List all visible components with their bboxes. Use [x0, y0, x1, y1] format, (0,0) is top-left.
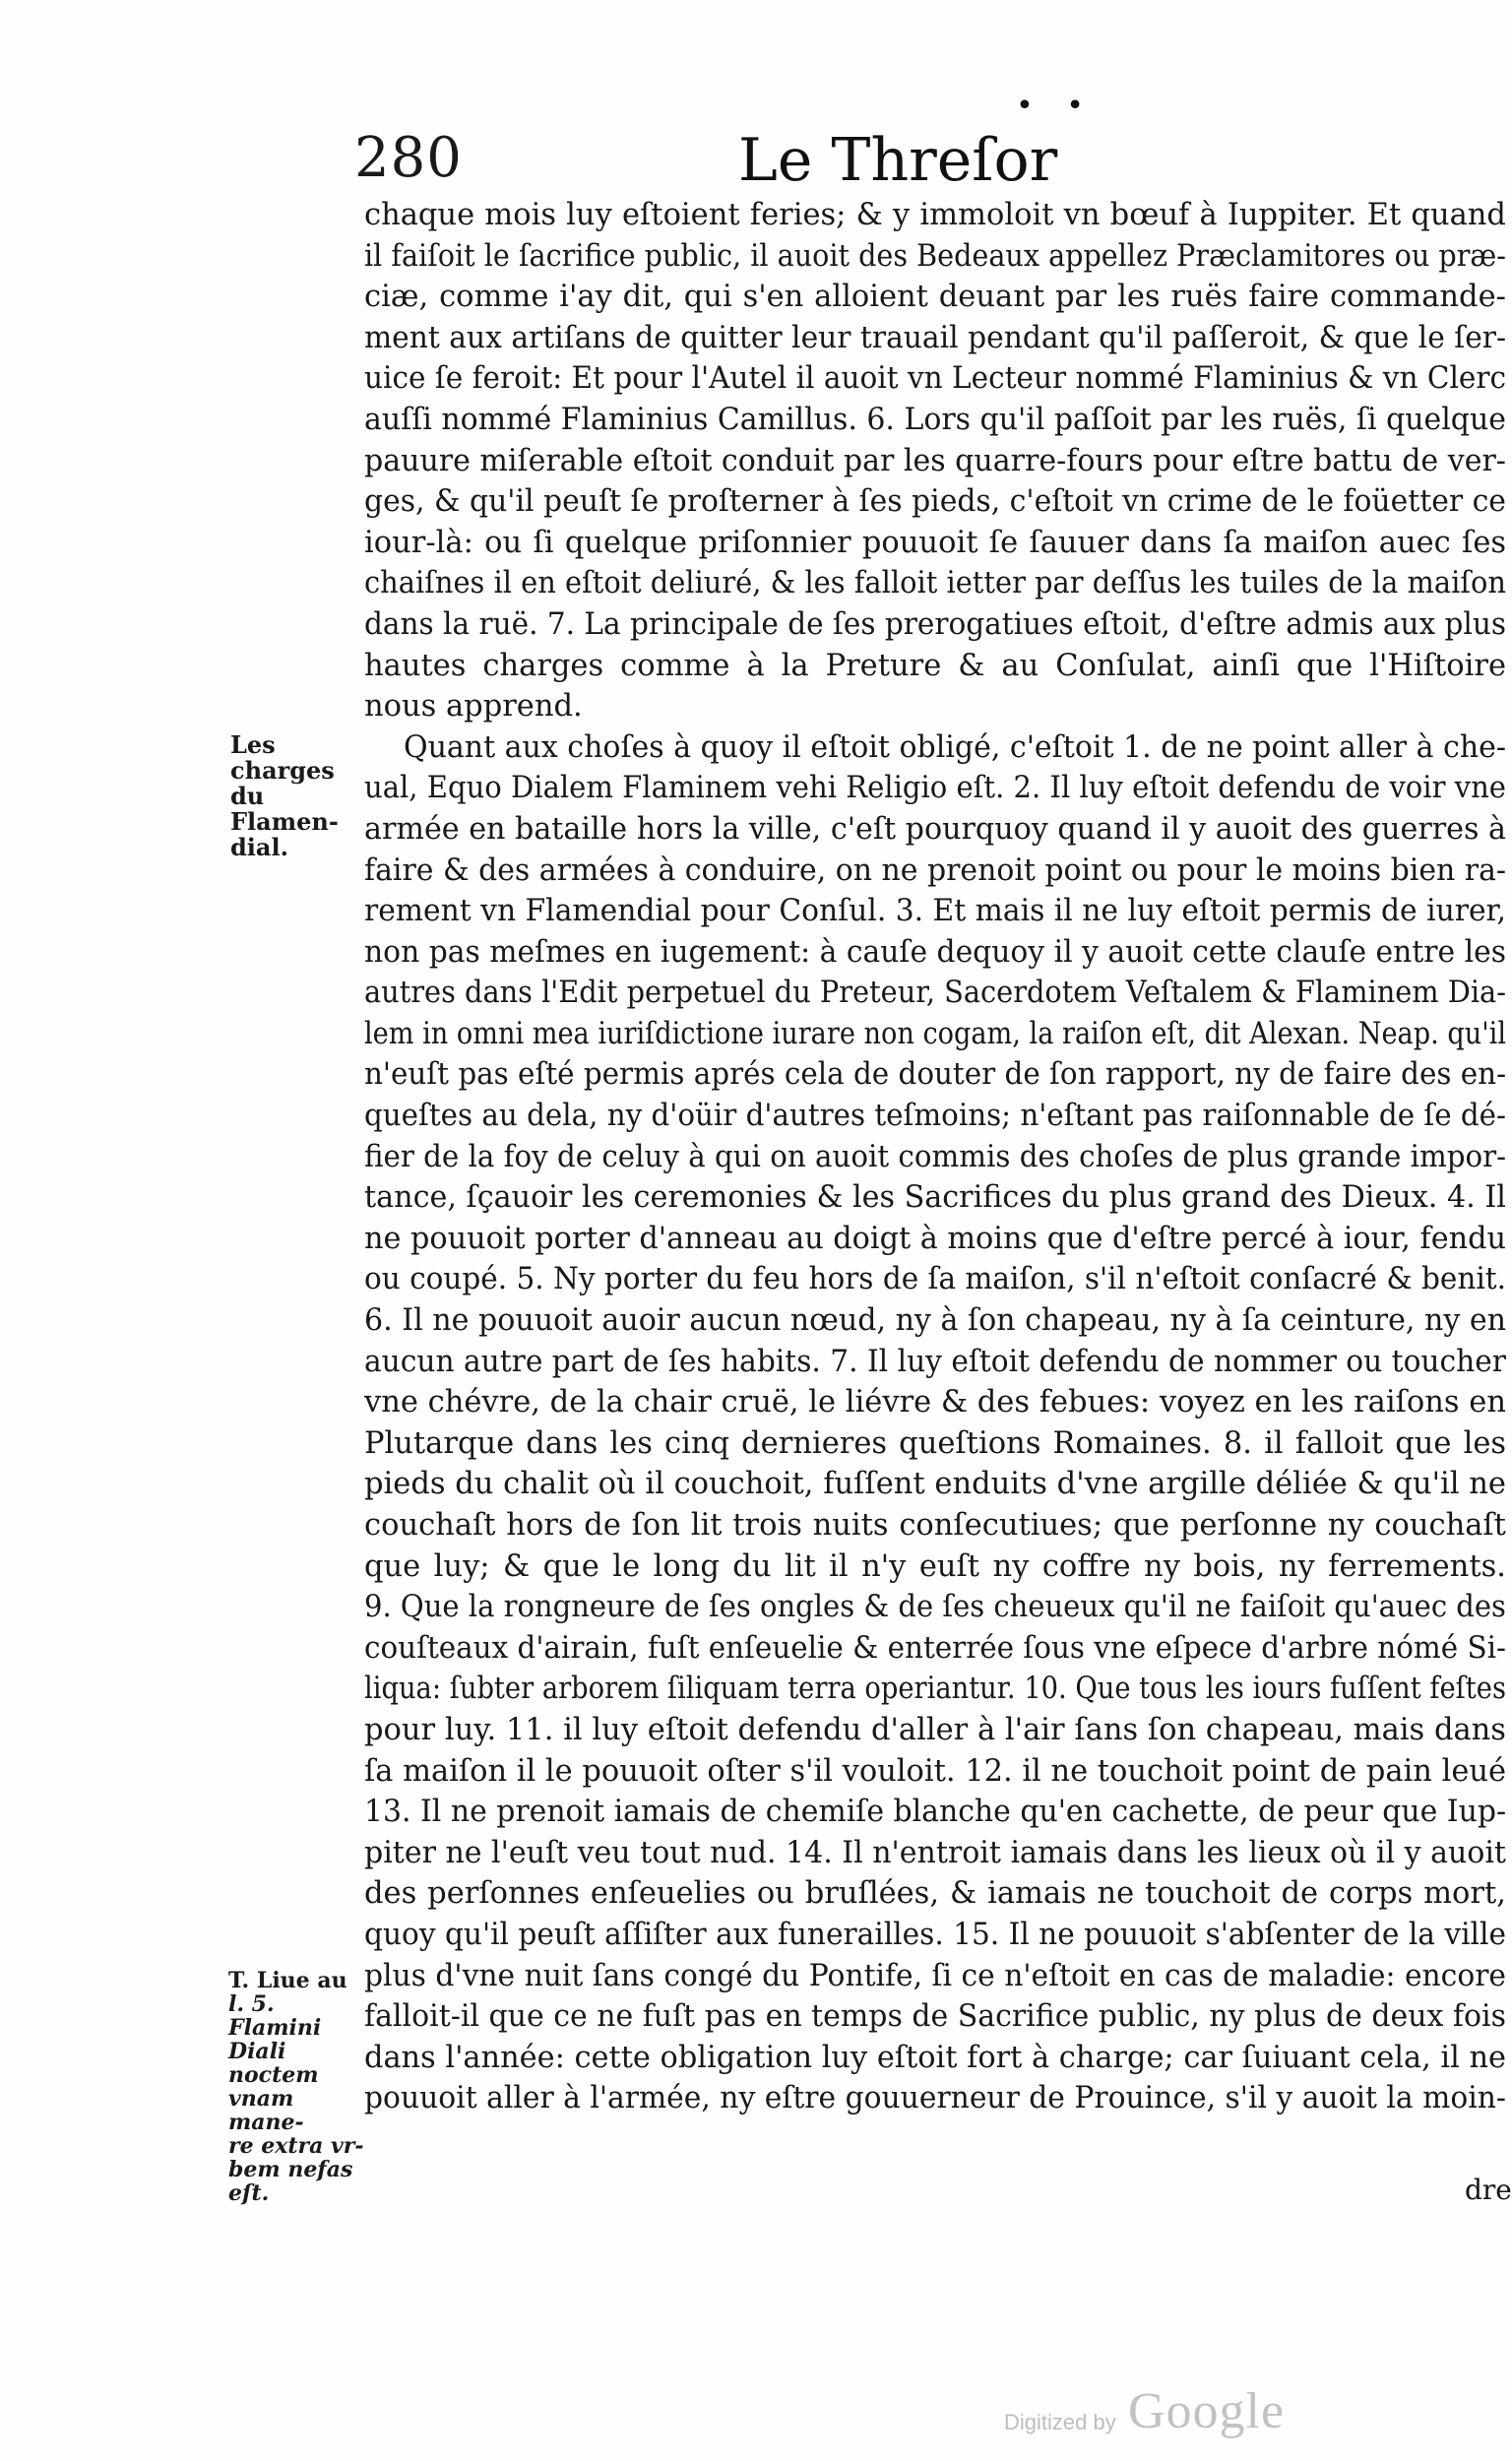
- text-line: 6. Il ne pouuoit auoir aucun nœud, ny à ſon chapeau, ny à ſa ceinture, ny en: [364, 1303, 1506, 1339]
- text-line: armée en bataille hors la ville, c'eſt pourquoy quand il y auoit des guerres à: [364, 811, 1506, 847]
- text-line: aucun autre part de ſes habits. 7. Il luy eſtoit defendu de nommer ou toucher: [364, 1344, 1506, 1379]
- text-line: 13. Il ne prenoit iamais de chemiſe blanche qu'en cachette, de peur que Iup-: [364, 1795, 1506, 1830]
- text-line: chaiſnes il en eſtoit deliuré, & les falloit ietter par deſſus les tuiles de la maiſon: [364, 566, 1506, 601]
- text-line: iour-là: ou ſi quelque priſonnier pouuoit ſe ſauuer dans ſa maiſon auec ſes: [364, 525, 1506, 560]
- text-line: non pas meſmes en iugement: à cauſe dequoy il y auoit cette clauſe entre les: [364, 934, 1506, 970]
- text-line: queſtes au dela, ny d'oüir d'autres teſmoins; n'eſtant pas raiſonnable de ſe dé-: [364, 1099, 1506, 1134]
- margin-note-tite-live: [228, 1969, 364, 2205]
- text-line: ne pouuoit porter d'anneau au doigt à moins que d'eſtre percé à iour, fendu: [364, 1221, 1506, 1256]
- margin-note-line: vnam mane-: [228, 2086, 304, 2135]
- text-line: ual, Equo Dialem Flaminem vehi Religio eſt. 2. Il luy eſtoit defendu de voir vne: [364, 771, 1506, 806]
- text-line: chaque mois luy eſtoient feries; & y immoloit vn bœuf à Iuppiter. Et quand: [364, 198, 1506, 232]
- digitized-watermark: [1004, 2382, 1418, 2441]
- text-line: plus d'vne nuit ſans congé du Pontife, ſi ce n'eſtoit en cas de maladie: encore: [364, 1958, 1506, 1993]
- text-line: pouuoit aller à l'armée, ny eſtre gouuerneur de Prouince, s'il y auoit la moin-: [364, 2081, 1506, 2116]
- page-number: 280: [354, 126, 463, 190]
- text-line: ciæ, comme i'ay dit, qui s'en alloient deuant par les ruës faire commande-: [364, 280, 1506, 315]
- page-header: [354, 89, 1512, 205]
- text-line: rement vn Flamendial pour Conſul. 3. Et mais il ne luy eſtoit permis de iurer,: [364, 894, 1506, 929]
- text-line: lem in omni mea iuriſdictione iurare non cogam, la raiſon eſt, dit Alexan. Neap. qu'il: [364, 1016, 1506, 1051]
- text-line: auſſi nommé Flaminius Camillus. 6. Lors qu'il paſſoit par les ruës, ſi quelque: [364, 402, 1506, 437]
- text-line: autres dans l'Edit perpetuel du Preteur, Sacerdotem Veſtalem & Flaminem Dia-: [364, 976, 1506, 1011]
- text-line: des perſonnes enſeuelies ou bruſlées, & iamais ne touchoit de corps mort,: [364, 1876, 1506, 1912]
- text-line: il faiſoit le ſacrifice public, il auoit des Bedeaux appellez Præclamitores ou præ-: [364, 238, 1506, 274]
- text-line: couchaſt hors de ſon lit trois nuits conſecutiues; que perſonne ny couchaſt: [364, 1508, 1506, 1543]
- header-ornament: • •: [1016, 89, 1096, 123]
- text-line: ou coupé. 5. Ny porter du feu hors de ſa maiſon, s'il n'eſtoit conſacré & benit.: [364, 1262, 1506, 1297]
- text-line: n'euſt pas eſté permis aprés cela de douter de ſon rapport, ny de faire des en-: [364, 1057, 1506, 1093]
- text-line: 9. Que la rongneure de ſes ongles & de ſes cheueux qu'il ne faiſoit qu'auec des: [364, 1590, 1506, 1625]
- catchword: dre: [1465, 2174, 1512, 2206]
- text-line: falloit-il que ce ne fuſt pas en temps de Sacrifice public, ny plus de deux fois: [364, 1999, 1506, 2035]
- text-line: Plutarque dans les cinq dernieres queſtions Romaines. 8. il falloit que les: [364, 1425, 1506, 1461]
- text-line: que luy; & que le long du lit il n'y euſt ny coffre ny bois, ny ferrements.: [364, 1548, 1506, 1584]
- running-title: Le Threſor: [738, 126, 1058, 195]
- text-line: quoy qu'il peuſt aſſiſter aux funerailles. 15. Il ne pouuoit s'abſenter de la ville: [364, 1917, 1506, 1952]
- margin-note-line: Les charges: [230, 730, 335, 785]
- text-line: pauure miſerable eſtoit conduit par les quarre-fours pour eſtre battu de ver-: [364, 443, 1506, 478]
- text-line: pour luy. 11. il luy eſtoit defendu d'aller à l'air ſans ſon chapeau, mais dans: [364, 1712, 1506, 1747]
- text-line: pieds du chalit où il couchoit, fuſſent enduits d'vne argille déliée & qu'il ne: [364, 1467, 1506, 1502]
- text-line: liqua: ſubter arborem ſiliquam terra operiantur. 10. Que tous les iours fuſſent feſtes: [364, 1672, 1506, 1707]
- margin-note-line: l. 5. Flamini: [228, 1991, 322, 2041]
- margin-note-line: T. Liue au: [228, 1968, 347, 1993]
- text-line: hautes charges comme à la Preture & au Conſulat, ainſi que l'Hiſtoire: [364, 648, 1506, 683]
- margin-note-line: re extra vr-: [228, 2133, 364, 2159]
- text-line: uice ſe feroit: Et pour l'Autel il auoit vn Lecteur nommé Flaminius & vn Clerc: [364, 361, 1506, 397]
- text-line: couſteaux d'airain, fuſt enſeuelie & enterrée ſous vne eſpece d'arbre nómé Si-: [364, 1630, 1506, 1666]
- margin-note-line: du Flamen-: [230, 782, 339, 836]
- text-line: tance, ſçauoir les ceremonies & les Sacrifices du plus grand des Dieux. 4. Il: [364, 1180, 1506, 1216]
- text-line: ment aux artiſans de quitter leur trauail pendant qu'il paſſeroit, & que le ſer-: [364, 320, 1506, 355]
- margin-note-line: dial.: [230, 833, 288, 861]
- text-line: piter ne l'euſt veu tout nud. 14. Il n'entroit iamais dans les lieux où il y auoit: [364, 1835, 1506, 1870]
- text-line: vne chévre, de la chair cruë, le liévre & des febues: voyez en les raiſons en: [364, 1385, 1506, 1420]
- margin-note-line: Diali noctem: [228, 2039, 319, 2088]
- text-line: dans la ruë. 7. La principale de ſes prerogatiues eſtoit, d'eſtre admis aux plus: [364, 606, 1506, 642]
- text-line: Quant aux choſes à quoy il eſtoit obligé, c'eſtoit 1. de ne point aller à che-: [404, 729, 1506, 765]
- text-line: faire & des armées à conduire, on ne prenoit point ou pour le moins bien ra-: [364, 852, 1506, 888]
- digitized-label: Digitized by: [1004, 2410, 1116, 2434]
- text-line: nous apprend.: [364, 689, 583, 725]
- text-line: fier de la foy de celuy à qui on auoit commis des choſes de plus grande impor-: [364, 1139, 1506, 1174]
- google-logo: Google: [1128, 2383, 1286, 2439]
- margin-note-line: bem nefas eſt.: [228, 2157, 353, 2206]
- text-line: ges, & qu'il peuſt ſe proſterner à ſes pieds, c'eſtoit vn crime de le foüetter ce: [364, 484, 1506, 520]
- text-line: ſa maiſon il le pouuoit oſter s'il vouloit. 12. il ne touchoit point de pain leué: [364, 1753, 1506, 1789]
- text-line: dans l'année: cette obligation luy eſtoit fort à charge; car ſuiuant cela, il ne: [364, 2040, 1506, 2075]
- margin-note-charges: [230, 732, 368, 860]
- body-text: [364, 195, 1506, 2119]
